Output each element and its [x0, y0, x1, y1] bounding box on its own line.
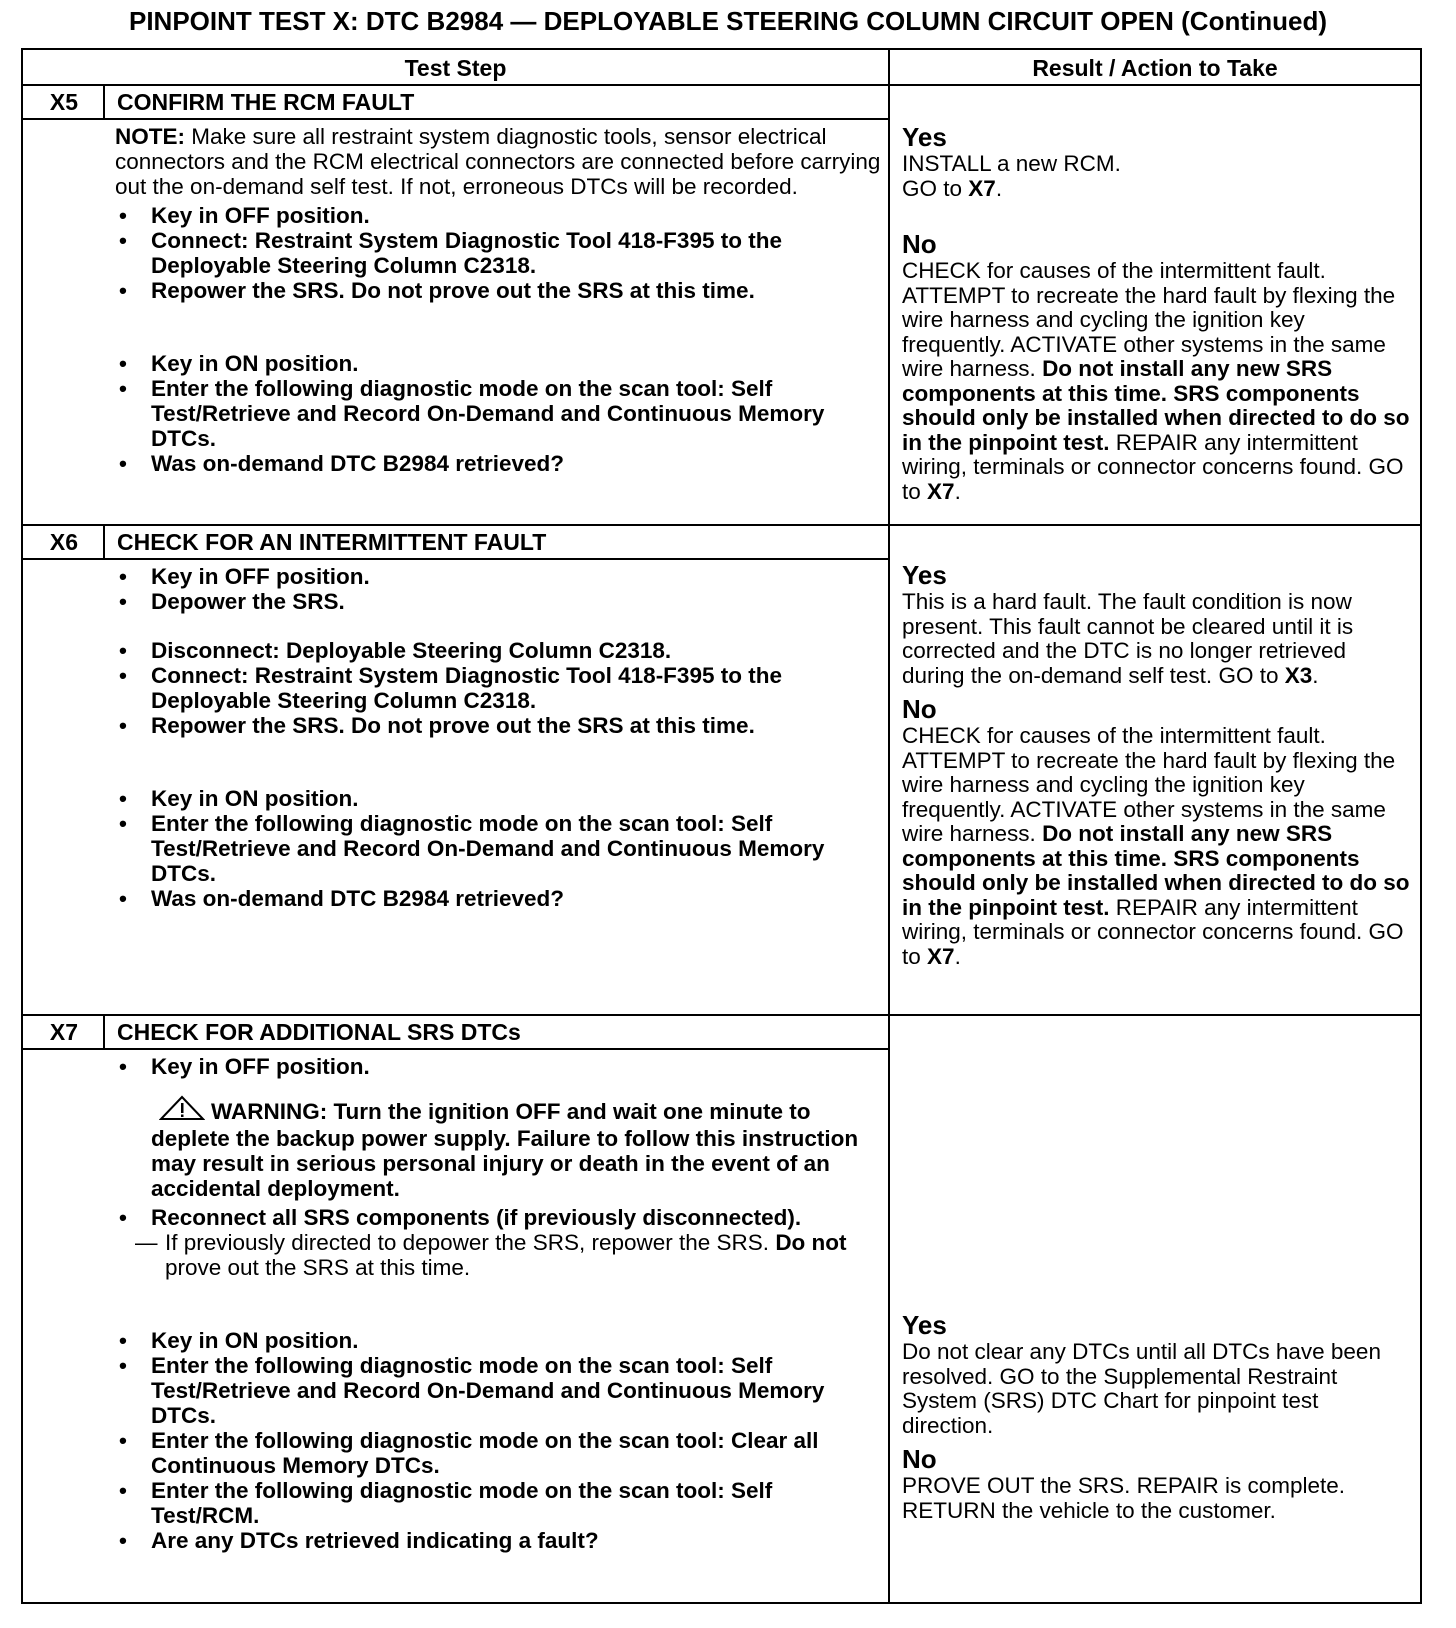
page-title: PINPOINT TEST X: DTC B2984 — DEPLOYABLE STEERING COLUMN CIRCUIT OPEN (Continued) [128, 6, 1327, 36]
x5-instructions [115, 124, 885, 476]
column-divider [888, 50, 890, 1602]
step-title: CHECK FOR AN INTERMITTENT FAULT [117, 529, 547, 555]
list-item: • Enter the following diagnostic mode on the scan tool: Self Test/Retrieve and Record On-Demand and Continuous Memory DTCs. [115, 376, 885, 451]
list-item: • Was on-demand DTC B2984 retrieved? [115, 451, 885, 476]
list-item: • Connect: Restraint System Diagnostic Tool 418-F395 to the Deployable Steering Column C2318. [115, 663, 885, 713]
no-action: CHECK for causes of the intermittent fault. ATTEMPT to recreate the hard fault by flexing the wire harness and cycling the ignition key frequently. ACTIVATE other systems in the same wire harness. Do not install any new SRS components at this time. SRS components should only be installed when directed to do so in the pinpoint test. REPAIR any intermittent wiring, terminals or connector concerns found. GO to X7. [902, 723, 1410, 969]
x6-instructions [115, 564, 885, 911]
no-label: No [902, 229, 937, 259]
step-number: X7 [49, 1019, 79, 1045]
x6-result [902, 560, 1414, 969]
note: NOTE: Make sure all restraint system diagnostic tools, sensor electrical connectors and the RCM electrical connectors are connected before carrying out the on-demand self test. If not, erroneous DTCs will be recorded. [115, 124, 881, 199]
no-label: No [902, 1444, 937, 1474]
list-item: • Enter the following diagnostic mode on the scan tool: Self Test/Retrieve and Record On-Demand and Continuous Memory DTCs. [115, 1353, 885, 1428]
list-item: • Disconnect: Deployable Steering Column C2318. [115, 638, 885, 663]
header-result: Result / Action to Take [1032, 55, 1278, 81]
no-action: PROVE OUT the SRS. REPAIR is complete. RETURN the vehicle to the customer. [902, 1473, 1346, 1523]
yes-action: This is a hard fault. The fault condition is now present. This fault cannot be cleared until it is corrected and the DTC is no longer retrieved during the on-demand self test. GO to X3. [902, 589, 1354, 688]
list-item: • Repower the SRS. Do not prove out the SRS at this time. [115, 713, 885, 738]
yes-goto: GO to X7. [902, 175, 1003, 201]
list-item: • Key in ON position. [115, 1328, 885, 1353]
list-item: • Key in ON position. [115, 351, 885, 376]
pinpoint-test-table [21, 48, 1422, 1604]
list-item: • Repower the SRS. Do not prove out the SRS at this time. [115, 278, 885, 303]
yes-action: INSTALL a new RCM. [902, 151, 1121, 176]
warning: WARNING: Turn the ignition OFF and wait one minute to deplete the backup power supply. Failure to follow this instruction may result in serious personal injury or death in the event of an accidental deployment. [115, 1095, 885, 1201]
yes-label: Yes [902, 560, 947, 590]
step-title: CONFIRM THE RCM FAULT [117, 89, 415, 115]
yes-label: Yes [902, 122, 947, 152]
step-number: X6 [49, 529, 79, 555]
x5-result [902, 122, 1414, 504]
list-item: • Connect: Restraint System Diagnostic Tool 418-F395 to the Deployable Steering Column C2318. [115, 228, 885, 278]
list-item: • Was on-demand DTC B2984 retrieved? [115, 886, 885, 911]
list-item: • Key in OFF position. [115, 203, 885, 228]
x7-result [902, 1310, 1414, 1523]
list-item: • Key in ON position. [115, 786, 885, 811]
list-item: • Enter the following diagnostic mode on the scan tool: Self Test/RCM. [115, 1478, 885, 1528]
list-item: • Key in OFF position. [115, 1054, 885, 1079]
list-item: • Enter the following diagnostic mode on the scan tool: Clear all Continuous Memory DTCs. [115, 1428, 885, 1478]
step-title: CHECK FOR ADDITIONAL SRS DTCs [117, 1019, 521, 1045]
list-item: • Depower the SRS. [115, 589, 885, 614]
sub-item: — If previously directed to depower the SRS, repower the SRS. Do not prove out the SRS at this time. [135, 1230, 847, 1280]
list-item: • Enter the following diagnostic mode on the scan tool: Self Test/Retrieve and Record On-Demand and Continuous Memory DTCs. [115, 811, 885, 886]
yes-label: Yes [902, 1310, 947, 1340]
no-label: No [902, 694, 937, 724]
x7-instructions [115, 1054, 885, 1553]
list-item: • Reconnect all SRS components (if previously disconnected). [115, 1205, 885, 1230]
warning-triangle-icon [159, 1095, 205, 1126]
list-item: • Key in OFF position. [115, 564, 885, 589]
yes-action: Do not clear any DTCs until all DTCs have been resolved. GO to the Supplemental Restraint System (SRS) DTC Chart for pinpoint test direction. [902, 1339, 1381, 1438]
step-number: X5 [49, 89, 79, 115]
no-action: CHECK for causes of the intermittent fault. ATTEMPT to recreate the hard fault by flexing the wire harness and cycling the ignition key frequently. ACTIVATE other systems in the same wire harness. Do not install any new SRS components at this time. SRS components should only be installed when directed to do so in the pinpoint test. REPAIR any intermittent wiring, terminals or connector concerns found. GO to X7. [902, 258, 1410, 504]
list-item: • Are any DTCs retrieved indicating a fault? [115, 1528, 885, 1553]
header-test-step: Test Step [404, 55, 507, 81]
